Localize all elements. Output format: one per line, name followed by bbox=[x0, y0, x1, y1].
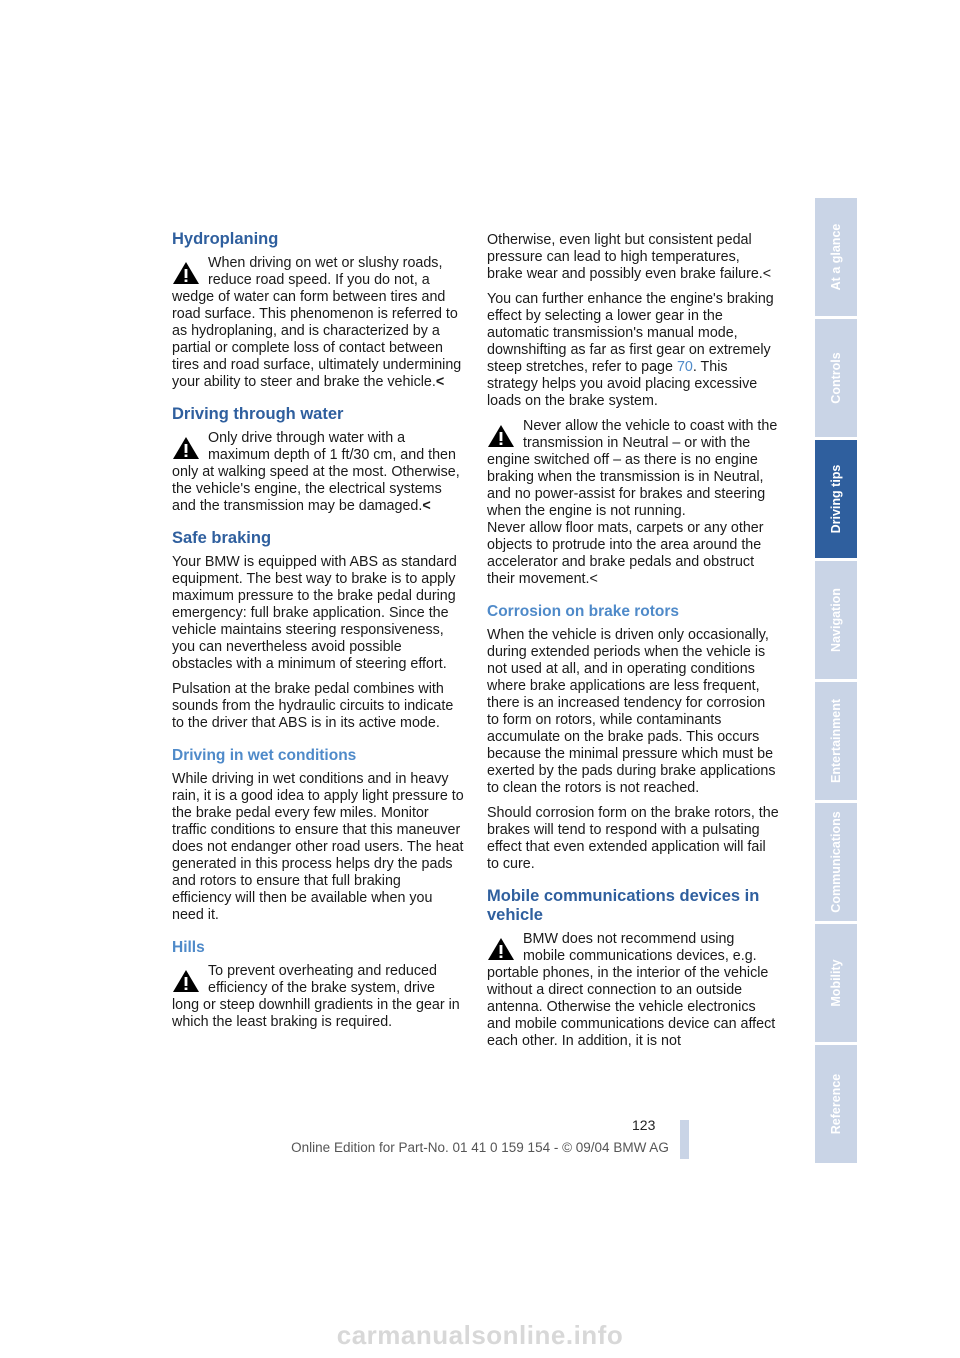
tab-label: Entertainment bbox=[829, 698, 843, 784]
warning-triangle-icon bbox=[487, 424, 515, 448]
paragraph-text: You can further enhance the engine's braking effect by selecting a lower gear in the automatic transmission's manual mode, downshifting as far as first gear on extremely steep stretches, refer to page bbox=[487, 291, 774, 375]
warning-triangle-icon bbox=[172, 261, 200, 285]
tab-entertainment[interactable] bbox=[815, 682, 857, 800]
tab-driving-tips[interactable] bbox=[815, 440, 857, 558]
paragraph-text: . This strategy helps you avoid placing excessive loads on the brake system. bbox=[487, 359, 758, 409]
tab-at-a-glance[interactable] bbox=[815, 198, 857, 316]
page-link[interactable]: 70 bbox=[676, 359, 693, 375]
tab-label: Controls bbox=[829, 352, 843, 404]
warning-hills bbox=[172, 963, 464, 1031]
warning-triangle-icon bbox=[487, 937, 515, 961]
tab-mobility[interactable] bbox=[815, 924, 857, 1042]
tab-controls[interactable] bbox=[815, 319, 857, 437]
warning-triangle-icon bbox=[172, 436, 200, 460]
tab-navigation[interactable] bbox=[815, 561, 857, 679]
paragraph: While driving in wet conditions and in heavy rain, it is a good idea to apply light pressure to the brake pedal every few miles. Monitor traffic conditions to ensure that this maneuver does not endanger other road users. The heat generated in this process helps dry the pads and rotors to ensure that full braking efficiency will then be available when you need it. bbox=[172, 771, 464, 923]
heading-hydroplaning: Hydroplaning bbox=[172, 230, 279, 248]
paragraph-continued bbox=[487, 232, 779, 283]
warning-triangle-icon bbox=[172, 969, 200, 993]
tab-label: Communications bbox=[829, 811, 843, 913]
warning-text: Only drive through water with a maximum depth of 1 ft/30 cm, and then only at walking speed at the most. Otherwise, the vehicle's engine, the electrical systems and the transmission may be damaged. bbox=[172, 430, 460, 514]
heading-hills: Hills bbox=[172, 939, 205, 956]
page-number: 123 bbox=[632, 1117, 656, 1133]
end-mark: < bbox=[762, 266, 772, 282]
warning-hydroplaning bbox=[172, 255, 464, 391]
warning-mobile bbox=[487, 931, 779, 1050]
warning-text: BMW does not recommend using mobile communications devices, e.g. portable phones, in the interior of the vehicle without a direct connection to an outside antenna. Otherwise the vehicle electronics and mobile communications device can affect each other. In addition, it is not bbox=[487, 931, 776, 1049]
section-hills bbox=[172, 938, 464, 1031]
tab-communications[interactable] bbox=[815, 803, 857, 921]
heading-wet-conditions: Driving in wet conditions bbox=[172, 747, 357, 764]
paragraph-gear bbox=[487, 291, 779, 410]
warning-text: To prevent overheating and reduced efficiency of the brake system, drive long or steep downhill gradients in the gear in which the least braking is required. bbox=[172, 963, 460, 1030]
tab-label: Reference bbox=[829, 1073, 843, 1135]
watermark: carmanualsonline.info bbox=[336, 1320, 624, 1350]
warning-water bbox=[172, 430, 464, 515]
heading-driving-through-water: Driving through water bbox=[172, 405, 344, 423]
tab-label: Navigation bbox=[829, 588, 843, 652]
paragraph: When the vehicle is driven only occasionally, during extended periods when the vehicle is not used at all, and in operating conditions where brake applications are less frequent, there is an increased tendency for corrosion to form on rotors, while contaminants accumulate on the brake pads. This occurs because the minimal pressure which must be exerted by the pads during brake applications to clean the rotors is not reached. bbox=[487, 627, 776, 796]
section-corrosion bbox=[487, 602, 779, 873]
paragraph-text: Otherwise, even light but consistent pedal pressure can lead to high temperatures, brake wear and possibly even brake failure. bbox=[487, 232, 763, 282]
paragraph: Should corrosion form on the brake rotors, the brakes will tend to respond with a pulsating effect that even extended application will fail to cure. bbox=[487, 805, 779, 872]
warning-text: When driving on wet or slushy roads, reduce road speed. If you do not, a wedge of water can form between tires and road surface. This phenomenon is referred to as hydroplaning, and is characterized by a partial or complete loss of contact between tires and road surface, ultimately undermining your ability to steer and brake the vehicle. bbox=[172, 255, 462, 390]
section-mobile bbox=[487, 887, 779, 1050]
section-driving-through-water bbox=[172, 405, 464, 515]
tab-label: At a glance bbox=[829, 223, 843, 291]
heading-corrosion: Corrosion on brake rotors bbox=[487, 603, 680, 620]
tab-label: Driving tips bbox=[829, 464, 843, 534]
paragraph-mats bbox=[487, 520, 779, 588]
right-column bbox=[487, 232, 779, 1064]
heading-mobile: Mobile communications devices in vehicle bbox=[487, 887, 760, 924]
warning-coast bbox=[487, 418, 779, 520]
section-safe-braking bbox=[172, 529, 464, 732]
end-mark: < bbox=[435, 374, 445, 390]
section-hydroplaning bbox=[172, 230, 464, 391]
warning-text: Never allow the vehicle to coast with the transmission in Neutral – or with the engine switched off – as there is no engine braking when the transmission is in Neutral, and no power-assist for brakes and steering when the engine is not running. bbox=[487, 418, 778, 519]
paragraph: Your BMW is equipped with ABS as standard equipment. The best way to brake is to apply maximum pressure to the brake pedal during emergency: full brake application. Since the vehicle maintains steering responsiveness, you can nevertheless avoid possible obstacles with a minimum of steering effort. bbox=[172, 554, 457, 672]
tab-label: Mobility bbox=[829, 959, 843, 1007]
end-mark: < bbox=[422, 498, 431, 514]
section-wet-conditions bbox=[172, 746, 464, 924]
footer-edition: Online Edition for Part-No. 01 41 0 159 154 - © 09/04 BMW AG bbox=[291, 1140, 669, 1155]
paragraph-text: Never allow floor mats, carpets or any other objects to protrude into the area around the accelerator and brake pedals and obstruct their movement. bbox=[487, 520, 764, 587]
heading-safe-braking: Safe braking bbox=[172, 529, 272, 547]
chapter-tabs bbox=[815, 198, 857, 1166]
left-column bbox=[172, 230, 464, 1045]
paragraph: Pulsation at the brake pedal combines with sounds from the hydraulic circuits to indicate to the driver that ABS is in its active mode. bbox=[172, 681, 454, 731]
end-mark: < bbox=[589, 571, 598, 587]
